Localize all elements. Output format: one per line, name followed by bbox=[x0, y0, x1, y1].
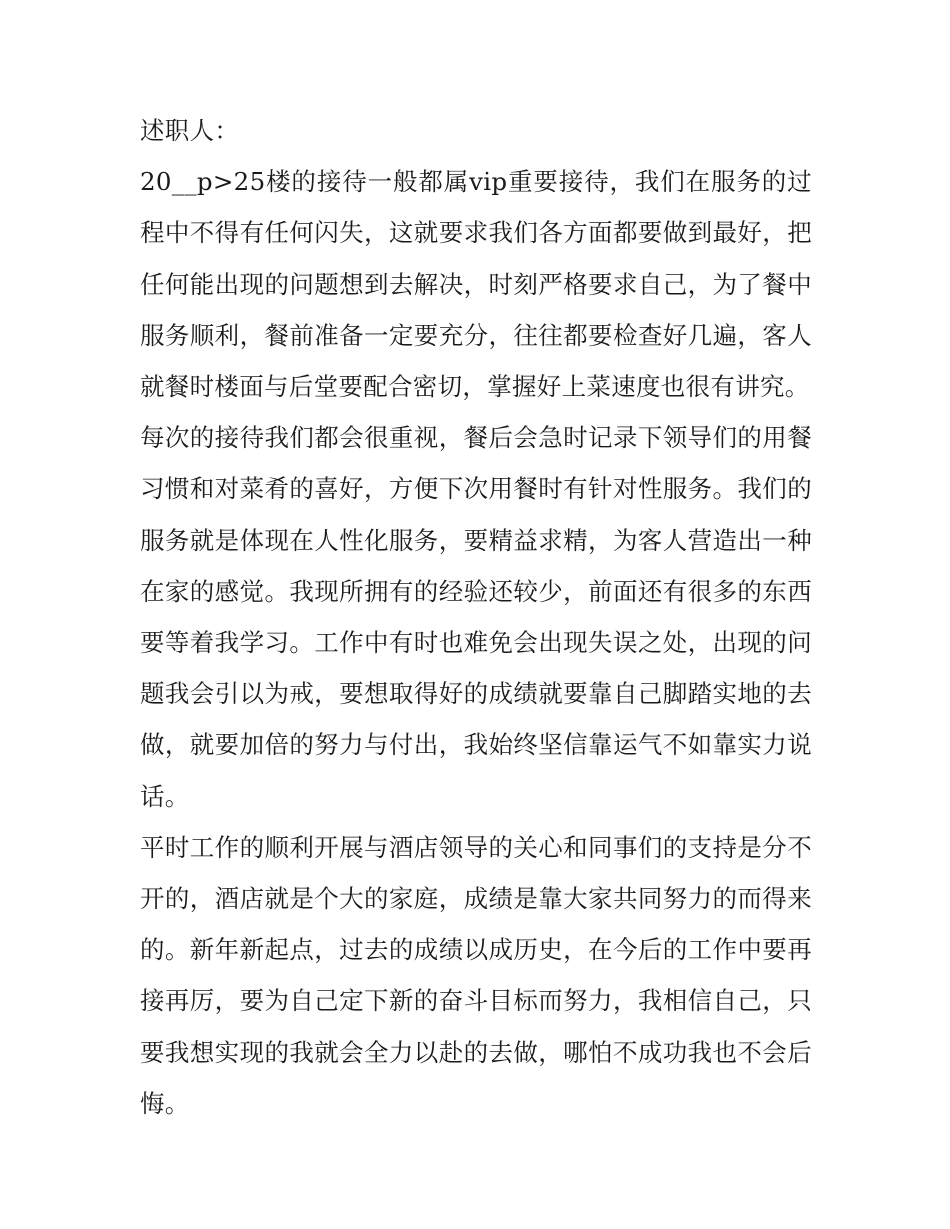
paragraph-teamwork-future: 平时工作的顺利开展与酒店领导的关心和同事们的支持是分不开的，酒店就是个大的家庭，成绩是靠大家共同努力的而得来的。新年新起点，过去的成绩以成历史，在今后的工作中要再接再厉，要为自己定下新的奋斗目标而努力，我相信自己，只要我想实现的我就会全力以赴的去做，哪怕不成功我也不会后悔。 bbox=[140, 832, 812, 1118]
paragraph-service-attention: 每次的接待我们都会很重视，餐后会急时记录下领导们的用餐习惯和对菜肴的喜好，方便下次用餐时有针对性服务。我们的服务就是体现在人性化服务，要精益求精，为客人营造出一种在家的感觉。我现所拥有的经验还较少，前面还有很多的东西要等着我学习。工作中有时也难免会出现失误之处，出现的问题我会引以为戒，要想取得好的成绩就要靠自己脚踏实地的去做，就要加倍的努力与付出，我始终坚信靠运气不如靠实力说话。 bbox=[140, 423, 812, 811]
document-body bbox=[140, 105, 812, 1129]
paragraph-vip-reception: 20__p>25楼的接待一般都属vip重要接待，我们在服务的过程中不得有任何闪失，这就要求我们各方面都要做到最好，把任何能出现的问题想到去解决，时刻严格要求自己，为了餐中服务顺利，餐前准备一定要充分，往往都要检查好几遍，客人就餐时楼面与后堂要配合密切，掌握好上菜速度也很有讲究。 bbox=[140, 167, 812, 402]
paragraph-author-line: 述职人： bbox=[140, 116, 240, 145]
